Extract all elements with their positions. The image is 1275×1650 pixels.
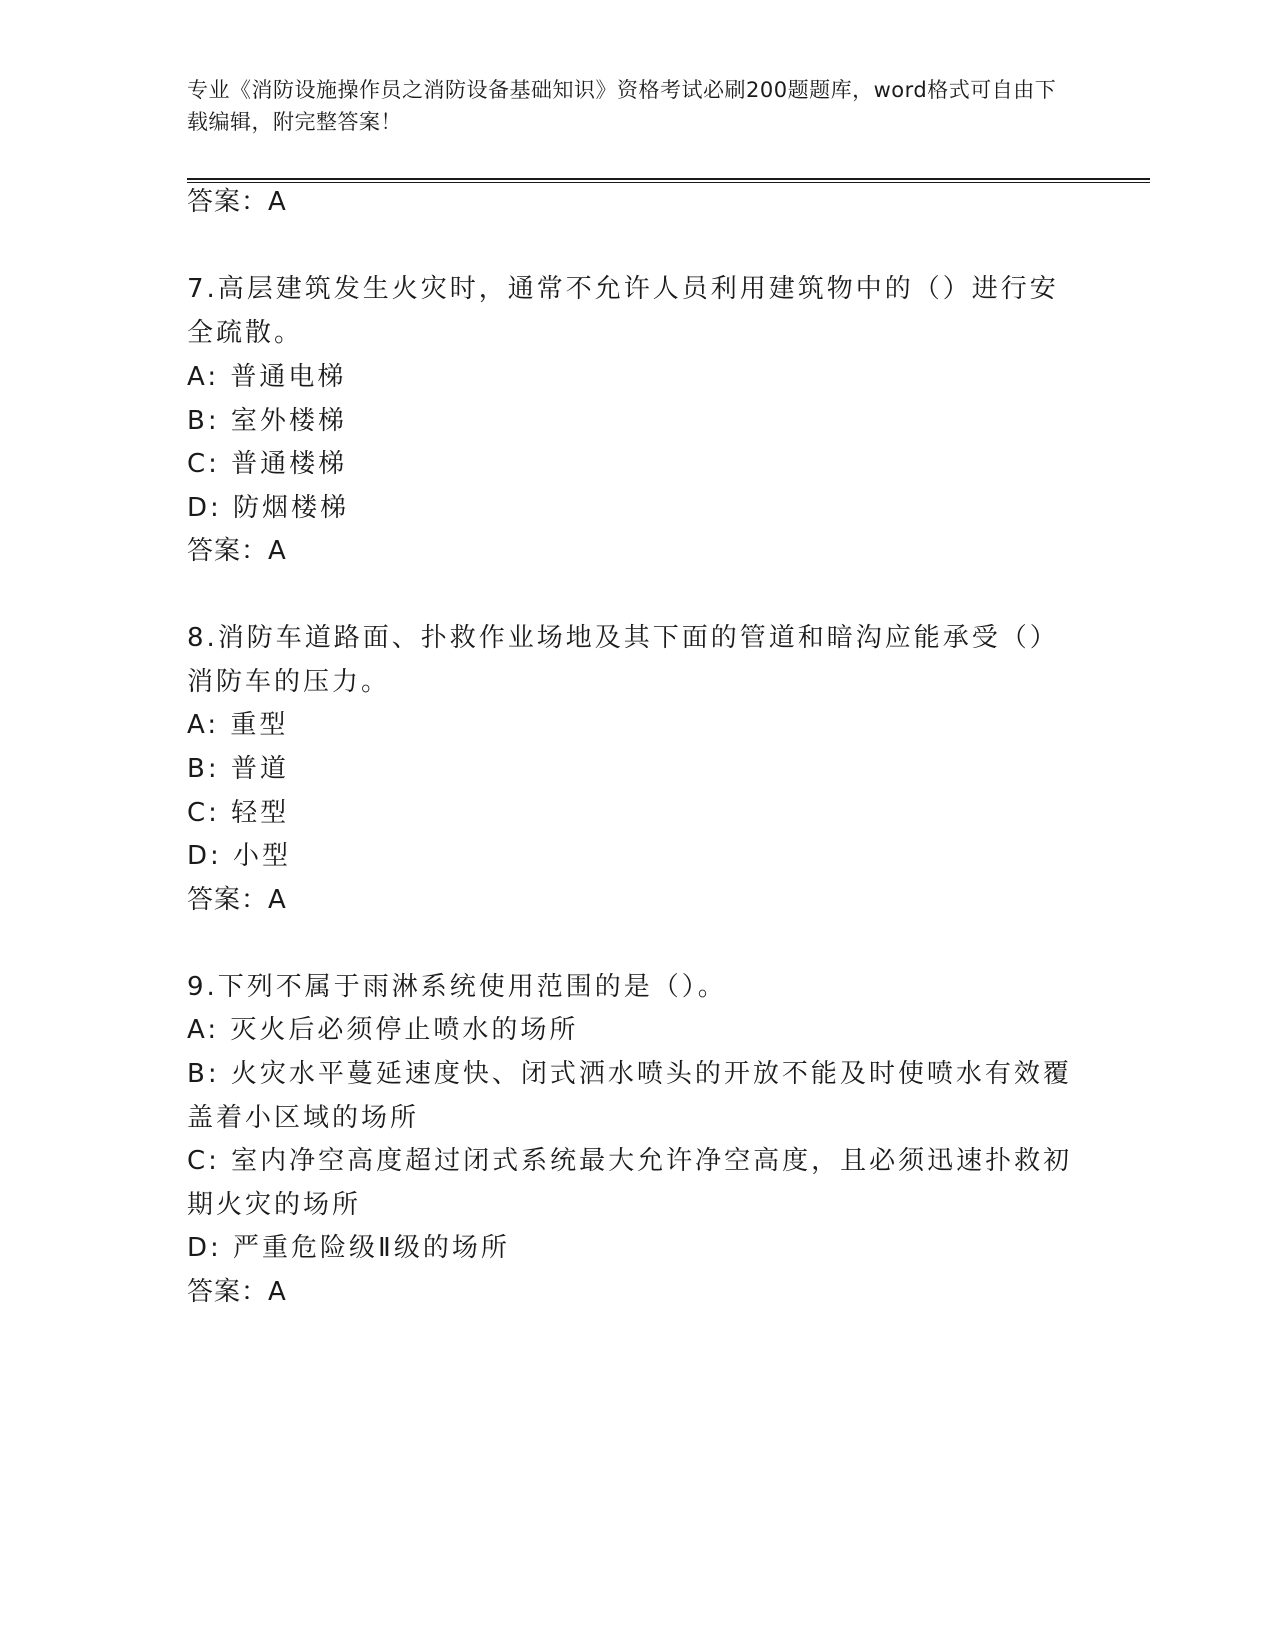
question-8-stem-cont: 消防车的压力。 [187, 667, 391, 697]
question-8-option-d: D: 小型 [187, 841, 292, 871]
question-9-option-b-cont: 盖着小区域的场所 [187, 1103, 420, 1133]
answer-value: A [268, 536, 287, 566]
page-header: 专业《消防设施操作员之消防设备基础知识》资格考试必刷200题题库，word格式可自由下载编辑，附完整答案！ [187, 78, 1057, 134]
question-9-option-b: B: 火灾水平蔓延速度快、闭式洒水喷头的开放不能及时使喷水有效覆 [187, 1059, 1072, 1089]
question-8-stem: 8.消防车道路面、扑救作业场地及其下面的管道和暗沟应能承受（） [187, 623, 1059, 653]
question-7-option-b: B: 室外楼梯 [187, 406, 347, 436]
answer-q6 [187, 185, 287, 219]
question-9-option-d: D: 严重危险级Ⅱ级的场所 [187, 1233, 510, 1263]
question-8-option-a: A: 重型 [187, 710, 289, 740]
question-8-option-b: B: 普道 [187, 754, 289, 784]
answer-q8 [187, 883, 287, 917]
question-9-stem: 9.下列不属于雨淋系统使用范围的是（）。 [187, 972, 727, 1002]
answer-value: A [268, 187, 287, 217]
question-8-option-c: C: 轻型 [187, 798, 290, 828]
answer-q7 [187, 534, 287, 568]
answer-label: 答案： [187, 187, 269, 217]
answer-label: 答案： [187, 536, 269, 566]
answer-label: 答案： [187, 885, 269, 915]
answer-q9 [187, 1275, 287, 1309]
question-9-option-c-cont: 期火灾的场所 [187, 1190, 362, 1220]
question-7-option-a: A: 普通电梯 [187, 362, 347, 392]
answer-label: 答案： [187, 1277, 269, 1307]
answer-value: A [268, 1277, 287, 1307]
question-7-stem-cont: 全疏散。 [187, 318, 304, 348]
question-7-option-d: D: 防烟楼梯 [187, 493, 350, 523]
question-9-option-a: A: 灭火后必须停止喷水的场所 [187, 1015, 579, 1045]
answer-value: A [268, 885, 287, 915]
question-7-stem: 7.高层建筑发生火灾时，通常不允许人员利用建筑物中的（）进行安 [187, 274, 1059, 304]
question-7-option-c: C: 普通楼梯 [187, 449, 348, 479]
question-9-option-c: C: 室内净空高度超过闭式系统最大允许净空高度，且必须迅速扑救初 [187, 1146, 1073, 1176]
header-divider [187, 178, 1150, 183]
